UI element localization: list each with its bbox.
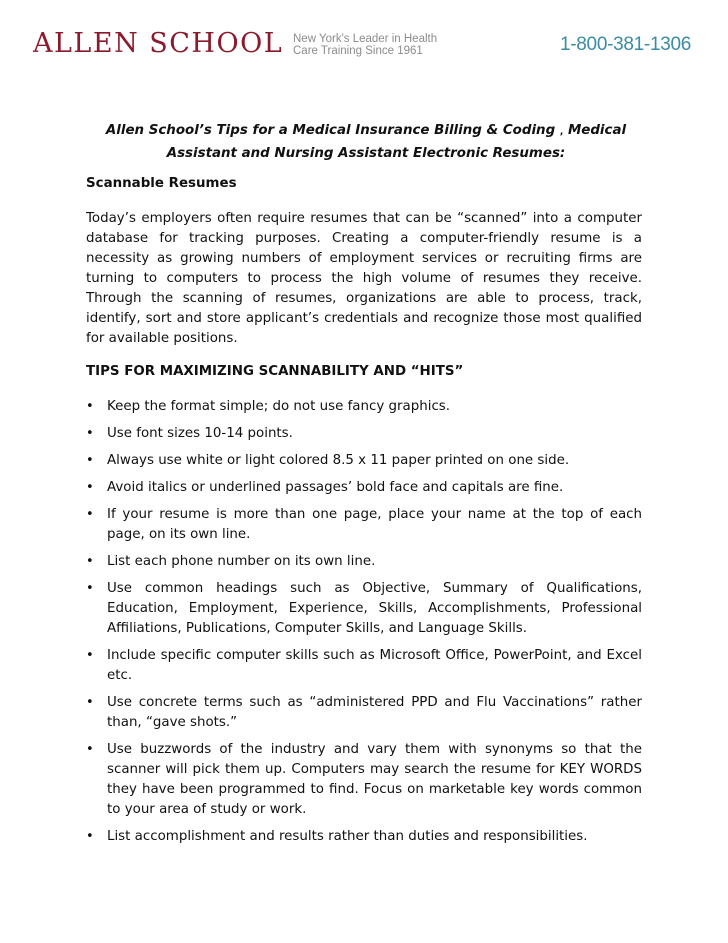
title-part-2: Medical Assistant and Nursing Assistant Electronic Resumes:	[166, 123, 627, 161]
list-item	[86, 478, 642, 498]
list-item-text: Include specific computer skills such as Microsoft Office, PowerPoint, and Excel etc.	[107, 648, 642, 683]
bullet-icon: •	[86, 581, 94, 596]
bullet-icon: •	[86, 399, 94, 414]
list-item-text: Use buzzwords of the industry and vary them with synonyms so that the scanner will pick them up. Computers may search the resume for KEY WORDS they have been programmed to find. Focus on marketable key words common to your area of study or work.	[107, 742, 642, 817]
tips-list	[86, 397, 642, 854]
list-item-text: Use common headings such as Objective, Summary of Qualifications, Education, Employment, Experience, Skills, Accomplishments, Professional Affiliations, Publications, Computer Skills, and Language Skills.	[107, 581, 642, 636]
list-item-text: List each phone number on its own line.	[107, 554, 376, 569]
bullet-icon: •	[86, 648, 94, 663]
tagline-line-1: New York's Leader in Health	[293, 33, 438, 45]
list-item-text: Keep the format simple; do not use fancy graphics.	[107, 399, 451, 414]
list-item	[86, 505, 642, 545]
list-item-text: Use concrete terms such as “administered PPD and Flu Vaccinations” rather than, “gave shots.”	[107, 695, 642, 730]
bullet-icon: •	[86, 554, 94, 569]
phone-number: 1-800-381-1306	[560, 34, 692, 55]
section-heading-scannable: Scannable Resumes	[86, 176, 237, 191]
list-item	[86, 579, 642, 639]
tagline-line-2: Care Training Since 1961	[293, 45, 423, 57]
bullet-icon: •	[86, 426, 94, 441]
list-item	[86, 451, 642, 471]
list-item	[86, 646, 642, 686]
school-tagline	[293, 33, 437, 57]
bullet-icon: •	[86, 829, 94, 844]
bullet-icon: •	[86, 480, 94, 495]
bullet-icon: •	[86, 453, 94, 468]
list-item-text: Use font sizes 10-14 points.	[107, 426, 293, 441]
document-title	[86, 120, 646, 164]
list-item-text: Always use white or light colored 8.5 x 11 paper printed on one side.	[107, 453, 570, 468]
intro-paragraph: Today’s employers often require resumes that can be “scanned” into a computer database for tracking purposes. Creating a computer-friendly resume is a necessity as growing numbers of employment services or recruiting firms are turning to computers to process the high volume of resumes they receive. Through the scanning of resumes, organizations are able to process, track, identify, sort and store applicant’s credentials and recognize those most qualified for available positions.	[86, 211, 642, 346]
title-separator: ,	[559, 127, 564, 137]
list-item-text: If your resume is more than one page, place your name at the top of each page, on its own line.	[107, 507, 642, 542]
bullet-icon: •	[86, 507, 94, 522]
section-heading-tips: TIPS FOR MAXIMIZING SCANNABILITY AND “HITS”	[86, 364, 464, 379]
school-logo-name: ALLEN SCHOOL	[33, 28, 284, 59]
list-item	[86, 693, 642, 733]
list-item	[86, 740, 642, 820]
list-item-text: List accomplishment and results rather than duties and responsibilities.	[107, 829, 588, 844]
list-item	[86, 424, 642, 444]
list-item	[86, 397, 642, 417]
list-item-text: Avoid italics or underlined passages’ bold face and capitals are fine.	[107, 480, 564, 495]
list-item	[86, 827, 642, 847]
title-part-1: Allen School’s Tips for a Medical Insurance Billing & Coding	[105, 123, 556, 138]
list-item	[86, 552, 642, 572]
page-header	[0, 0, 728, 80]
bullet-icon: •	[86, 695, 94, 710]
bullet-icon: •	[86, 742, 94, 757]
